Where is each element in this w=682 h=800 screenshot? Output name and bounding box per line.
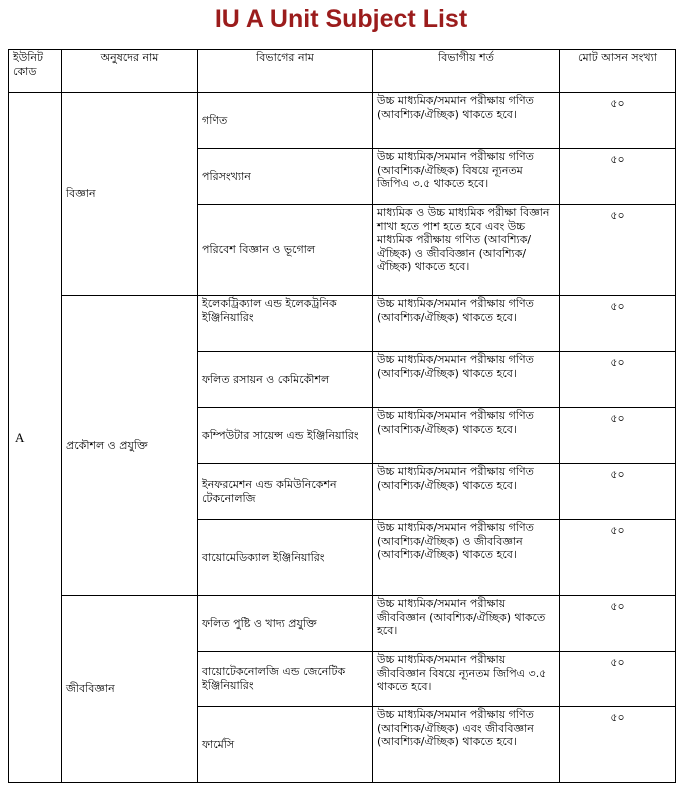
header-unit-code: ইউনিট কোড	[9, 50, 62, 93]
requirement-text: উচ্চ মাধ্যমিক/সমমান পরীক্ষায় জীববিজ্ঞান বিষয়ে ন্যূনতম জিপিএ ৩.৫ থাকতে হবে।	[373, 652, 560, 707]
requirement-text: উচ্চ মাধ্যমিক/সমমান পরীক্ষায় গণিত (আবশ্যিক/ঐচ্ছিক) থাকতে হবে।	[373, 296, 560, 352]
table-row	[9, 93, 676, 149]
seat-count: ৫০	[560, 707, 676, 783]
faculty-name: প্রকৌশল ও প্রযুক্তি	[62, 296, 198, 596]
seat-count: ৫০	[560, 93, 676, 149]
table-row	[9, 296, 676, 352]
requirement-text: মাধ্যমিক ও উচ্চ মাধ্যমিক পরীক্ষা বিজ্ঞান শাখা হতে পাশ হতে হবে এবং উচ্চ মাধ্যমিক পরীক্ষায় গণিত (আবশ্যিক/ঐচ্ছিক) ও জীববিজ্ঞান (আবশ্যিক/ঐচ্ছিক) থাকতে হবে।	[373, 205, 560, 296]
seat-count: ৫০	[560, 205, 676, 296]
requirement-text: উচ্চ মাধ্যমিক/সমমান পরীক্ষায় গণিত (আবশ্যিক/ঐচ্ছিক) এবং জীববিজ্ঞান (আবশ্যিক/ঐচ্ছিক) থাকতে হবে।	[373, 707, 560, 783]
seat-count: ৫০	[560, 149, 676, 205]
department-name: বায়োটেকনোলজি এন্ড জেনেটিক ইঞ্জিনিয়ারিং	[198, 652, 373, 707]
header-seats: মোট আসন সংখ্যা	[560, 50, 676, 93]
requirement-text: উচ্চ মাধ্যমিক/সমমান পরীক্ষায় গণিত (আবশ্যিক/ঐচ্ছিক) থাকতে হবে।	[373, 93, 560, 149]
requirement-text: উচ্চ মাধ্যমিক/সমমান পরীক্ষায় গণিত (আবশ্যিক/ঐচ্ছিক) ও জীববিজ্ঞান (আবশ্যিক/ঐচ্ছিক) থাকতে হবে।	[373, 520, 560, 596]
header-requirement: বিভাগীয় শর্ত	[373, 50, 560, 93]
department-name: পরিসংখ্যান	[198, 149, 373, 205]
table-row	[9, 596, 676, 652]
faculty-name: জীববিজ্ঞান	[62, 596, 198, 783]
seat-count: ৫০	[560, 296, 676, 352]
department-name: ফলিত পুষ্টি ও খাদ্য প্রযুক্তি	[198, 596, 373, 652]
department-name: পরিবেশ বিজ্ঞান ও ভূগোল	[198, 205, 373, 296]
requirement-text: উচ্চ মাধ্যমিক/সমমান পরীক্ষায় গণিত (আবশ্যিক/ঐচ্ছিক) থাকতে হবে।	[373, 408, 560, 464]
requirement-text: উচ্চ মাধ্যমিক/সমমান পরীক্ষায় গণিত (আবশ্যিক/ঐচ্ছিক) থাকতে হবে।	[373, 464, 560, 520]
seat-count: ৫০	[560, 464, 676, 520]
requirement-text: উচ্চ মাধ্যমিক/সমমান পরীক্ষায় গণিত (আবশ্যিক/ঐচ্ছিক) থাকতে হবে।	[373, 352, 560, 408]
department-name: ফার্মেসি	[198, 707, 373, 783]
seat-count: ৫০	[560, 352, 676, 408]
header-department: বিভাগের নাম	[198, 50, 373, 93]
seat-count: ৫০	[560, 652, 676, 707]
department-name: গণিত	[198, 93, 373, 149]
unit-code-cell: A	[9, 93, 62, 783]
seat-count: ৫০	[560, 408, 676, 464]
department-name: কম্পিউটার সায়েন্স এন্ড ইঞ্জিনিয়ারিং	[198, 408, 373, 464]
department-name: বায়োমেডিক্যাল ইঞ্জিনিয়ারিং	[198, 520, 373, 596]
header-faculty: অনুষদের নাম	[62, 50, 198, 93]
requirement-text: উচ্চ মাধ্যমিক/সমমান পরীক্ষায় গণিত (আবশ্যিক/ঐচ্ছিক) বিষয়ে ন্যূনতম জিপিএ ৩.৫ থাকতে হবে।	[373, 149, 560, 205]
seat-count: ৫০	[560, 596, 676, 652]
department-name: ইলেকট্রিক্যাল এন্ড ইলেকট্রনিক ইঞ্জিনিয়ারিং	[198, 296, 373, 352]
subject-table	[8, 49, 676, 783]
seat-count: ৫০	[560, 520, 676, 596]
requirement-text: উচ্চ মাধ্যমিক/সমমান পরীক্ষায় জীববিজ্ঞান (আবশ্যিক/ঐচ্ছিক) থাকতে হবে।	[373, 596, 560, 652]
faculty-name: বিজ্ঞান	[62, 93, 198, 296]
page-title: IU A Unit Subject List	[214, 5, 468, 33]
department-name: ইনফরমেশন এন্ড কমিউনিকেশন টেকনোলজি	[198, 464, 373, 520]
department-name: ফলিত রসায়ন ও কেমিকৌশল	[198, 352, 373, 408]
